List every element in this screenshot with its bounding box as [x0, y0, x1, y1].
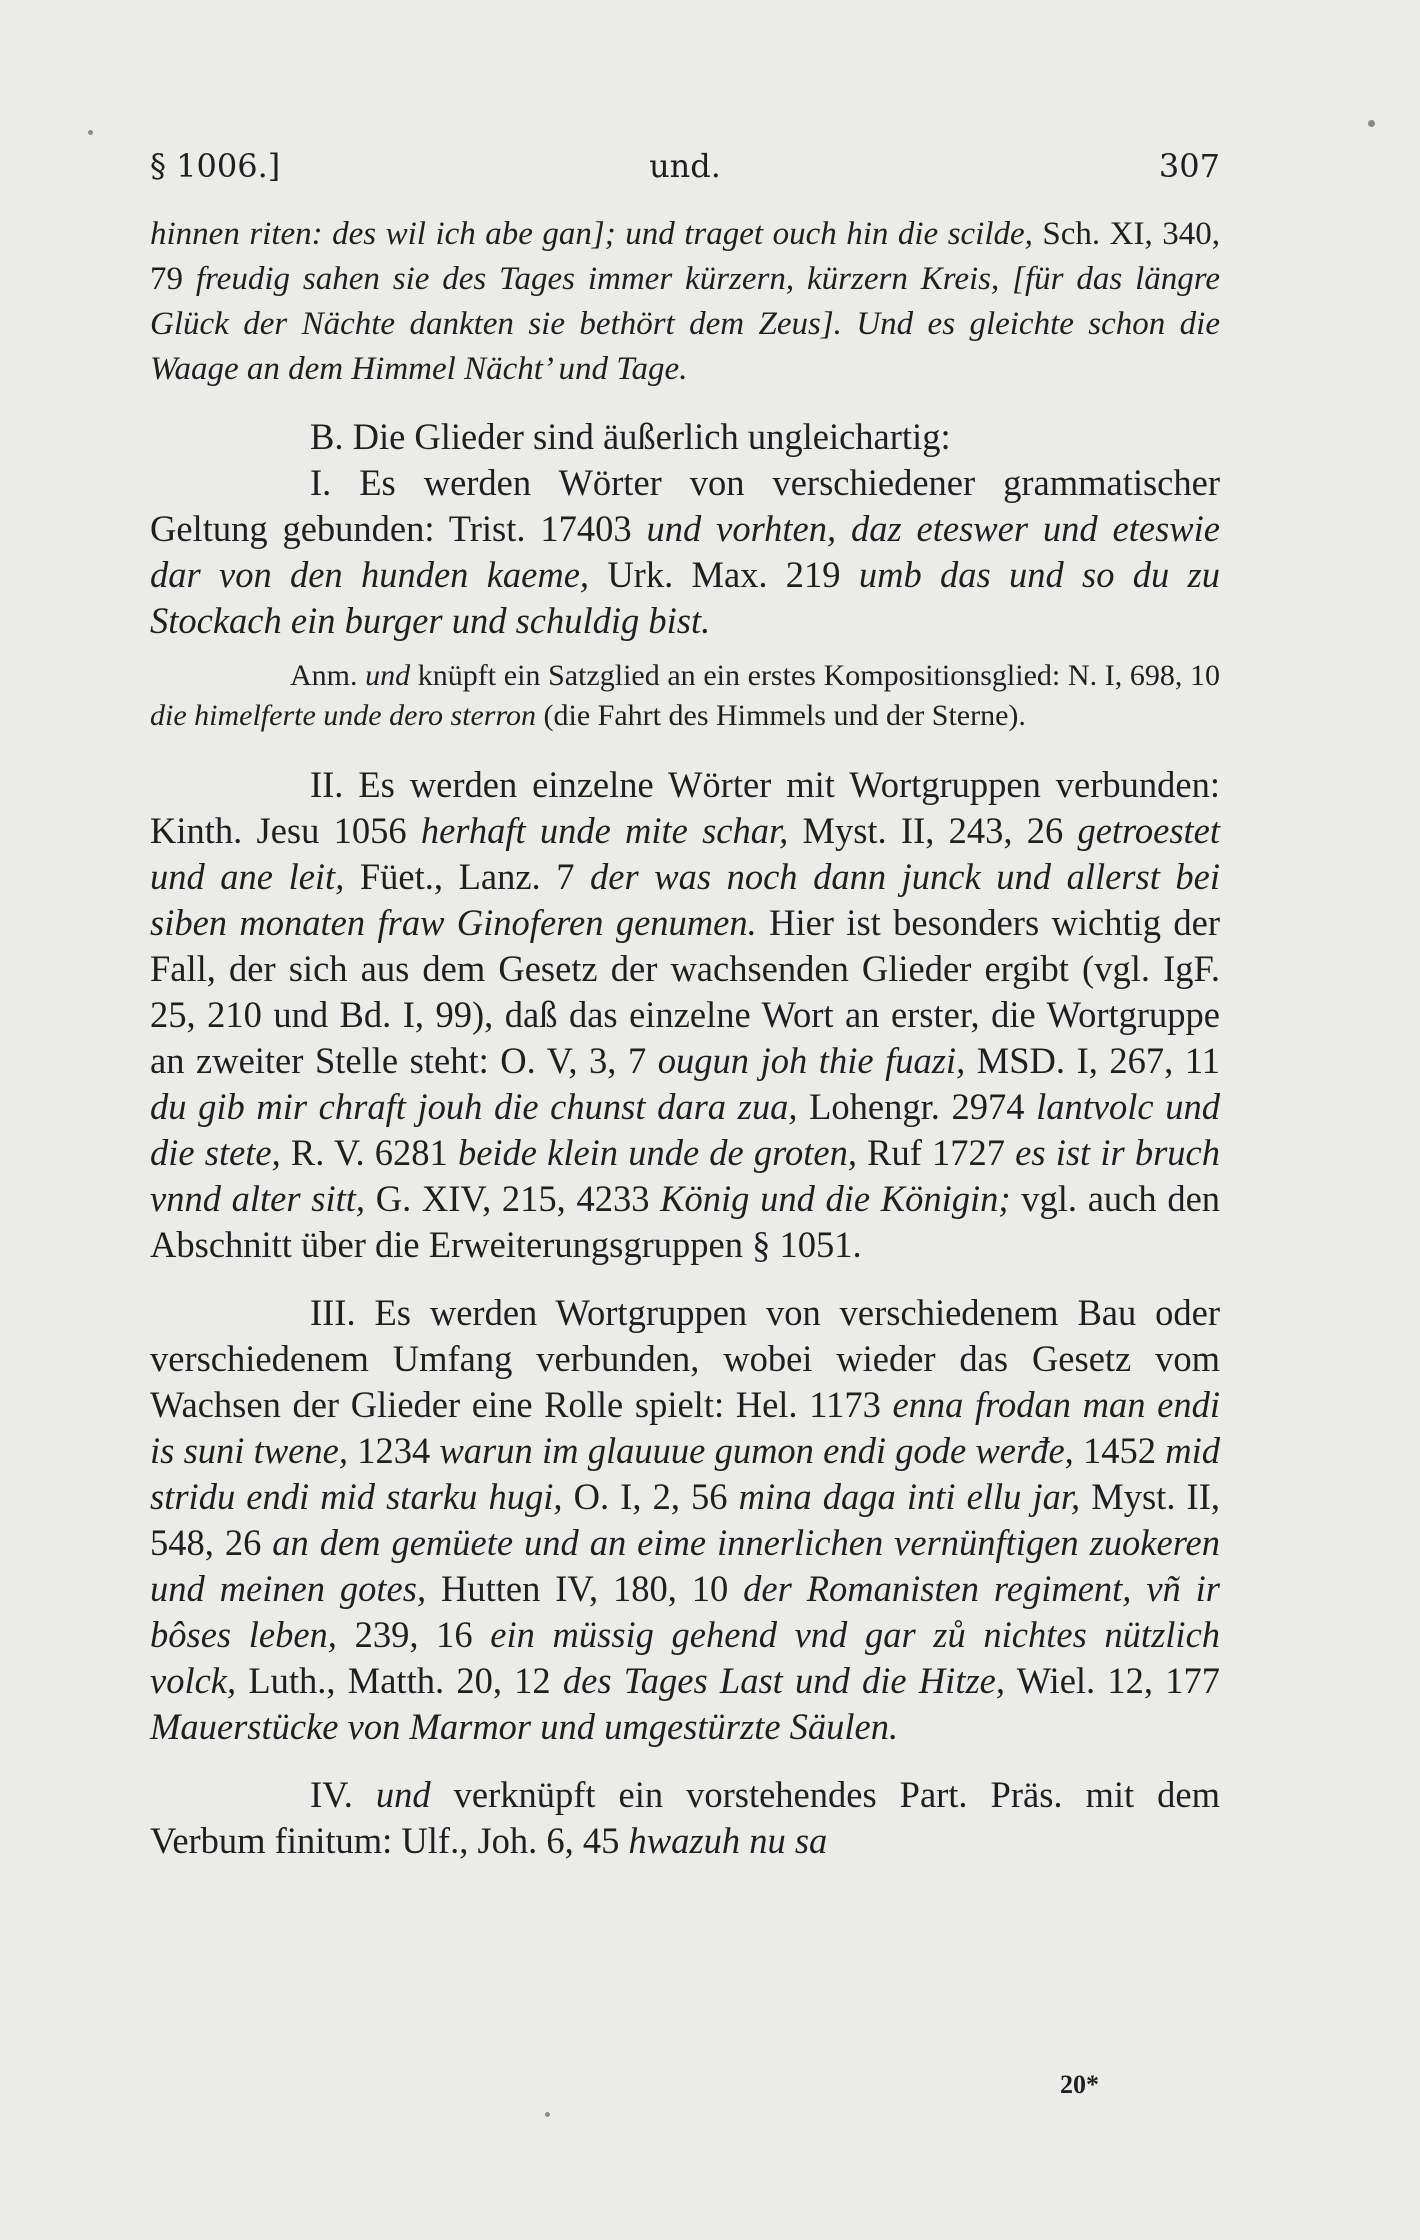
text-run: verknüpft ein vorstehendes Part. Präs. mit dem Verbum finitum: Ulf., Joh. 6, 45 — [150, 1774, 1221, 1861]
text-run: Ruf 1727 — [856, 1132, 1016, 1173]
text-run: (die Fahrt des Himmels und der Sterne). — [536, 699, 1026, 732]
paper-speck — [1368, 120, 1375, 127]
text-run: Hutten IV, 180, 10 — [426, 1568, 744, 1609]
page-body — [150, 212, 1220, 1864]
quoted-example: Mauerstücke von Marmor und umgestürzte Säulen. — [150, 1706, 899, 1747]
text-run: III. Es werden Wortgruppen von verschiedenem Bau oder verschiedenem Umfang verbunden, wobei wieder das Gesetz vom Wachsen der Glieder eine Rolle spielt: Hel. 1173 — [150, 1292, 1220, 1425]
quoted-example: hinnen riten: des wil ich abe gan]; und traget ouch hin die scilde, — [150, 216, 1033, 252]
section-reference: § 1006.] — [150, 147, 281, 185]
quoted-example: der was noch dann junck und allerst bei siben monaten fraw Ginoferen genumen. — [150, 856, 1221, 943]
quoted-example: du gib mir chraft jouh die chunst dara zua, — [150, 1086, 798, 1127]
quoted-example: umb das und so du zu Stockach ein burger und schuldig bist. — [150, 554, 1220, 641]
heading-section-b — [150, 414, 1220, 460]
quoted-example: ougun joh thie fuazi, — [657, 1040, 966, 1081]
text-run: IV. — [310, 1774, 376, 1815]
text-run: I. Es werden Wörter von verschiedener grammatischer Geltung gebunden: Trist. 17403 — [150, 462, 1220, 549]
text-run: Luth., Matth. 20, 12 — [236, 1660, 563, 1701]
text-run: G. XIV, 215, 4233 — [365, 1178, 661, 1219]
text-run: Anm. — [290, 659, 366, 692]
text-run: Urk. Max. 219 — [589, 554, 859, 595]
text-run: knüpft ein Satzglied an ein erstes Kompositionsglied: N. I, 698, 10 — [410, 659, 1221, 692]
text-run: 239, 16 — [336, 1614, 491, 1655]
paragraph-point-iv — [150, 1772, 1220, 1864]
quoted-example: und — [375, 1774, 431, 1815]
quoted-example: mid stridu endi mid starku hugi, — [150, 1430, 1221, 1517]
quoted-example: hwazuh nu sa — [628, 1820, 828, 1861]
text-run: Wiel. 12, 177 — [1005, 1660, 1221, 1701]
running-header — [150, 142, 1220, 190]
paragraph-point-iii — [150, 1290, 1220, 1750]
text-run: O. I, 2, 56 — [562, 1476, 739, 1517]
paper-speck — [88, 130, 93, 135]
quoted-example: mina daga inti ellu jar, — [738, 1476, 1081, 1517]
text-run: R. V. 6281 — [280, 1132, 458, 1173]
quoted-example: und vorhten, daz eteswer und eteswie dar von den hunden kaeme, — [150, 508, 1220, 595]
quoted-example: die himelferte unde dero sterron — [150, 699, 537, 732]
annotation-note — [150, 656, 1220, 736]
text-run: II. Es werden einzelne Wörter mit Wortgruppen verbunden: Kinth. Jesu 1056 — [150, 764, 1220, 851]
text-run: B. Die Glieder sind äußerlich ungleichartig: — [310, 416, 951, 457]
text-run: vgl. auch den Abschnitt über die Erweiterungsgruppen § 1051. — [150, 1178, 1221, 1265]
text-run: Sch. XI, 340, 79 — [150, 216, 1220, 297]
quoted-example: an dem gemüete und an eime innerlichen vernünftigen zuokeren und meinen gotes, — [150, 1522, 1220, 1609]
paper-speck — [545, 2112, 550, 2117]
quoted-example: lantvolc und die stete, — [150, 1086, 1220, 1173]
quoted-example: getroestet und ane leit, — [150, 810, 1221, 897]
quoted-example: warun im glauuue gumon endi gode werđe, — [439, 1430, 1074, 1471]
text-run: Lohengr. 2974 — [797, 1086, 1037, 1127]
page-number: 307 — [1158, 147, 1220, 185]
paragraph-point-i — [150, 460, 1220, 644]
quoted-example: es ist ir bruch vnnd alter sitt, — [150, 1132, 1220, 1219]
quoted-example: herhaft unde mite schar, — [420, 810, 789, 851]
text-run: Myst. II, 243, 26 — [788, 810, 1078, 851]
paragraph-point-ii — [150, 762, 1220, 1268]
quoted-example: beide klein unde de groten, — [457, 1132, 857, 1173]
text-run: 1234 — [347, 1430, 440, 1471]
quoted-example: ein müssig gehend vnd gar zů nichtes nützlich volck, — [150, 1614, 1221, 1701]
header-keyword: und. — [649, 147, 721, 185]
quoted-example: König und die Königin; — [660, 1178, 1011, 1219]
text-run: MSD. I, 267, 11 — [965, 1040, 1220, 1081]
signature-mark: 20* — [1060, 2070, 1099, 2099]
text-run: Füet., Lanz. 7 — [344, 856, 591, 897]
quoted-example: enna frodan man endi is suni twene, — [150, 1384, 1220, 1471]
text-run: Hier ist besonders wichtig der Fall, der sich aus dem Gesetz der wachsenden Glieder ergibt (vgl. IgF. 25, 210 und Bd. I, 99), daß das einzelne Wort an erster, die Wortgruppe an zweiter Stelle steht: O. V, 3, 7 — [150, 902, 1220, 1081]
paragraph-examples-continued — [150, 212, 1220, 392]
quoted-example: des Tages Last und die Hitze, — [562, 1660, 1005, 1701]
quoted-example: und — [365, 659, 411, 692]
quoted-example: freudig sahen sie des Tages immer kürzern, kürzern Kreis, [für das längre Glück der Nächte dankten sie bethört dem Zeus]. Und es gleichte schon die Waage an dem Himmel Nächt’ und Tage. — [150, 261, 1221, 387]
text-run: Myst. II, 548, 26 — [150, 1476, 1220, 1563]
quoted-example: der Romanisten regiment, vñ ir bôses leben, — [150, 1568, 1220, 1655]
text-run: 1452 — [1073, 1430, 1166, 1471]
